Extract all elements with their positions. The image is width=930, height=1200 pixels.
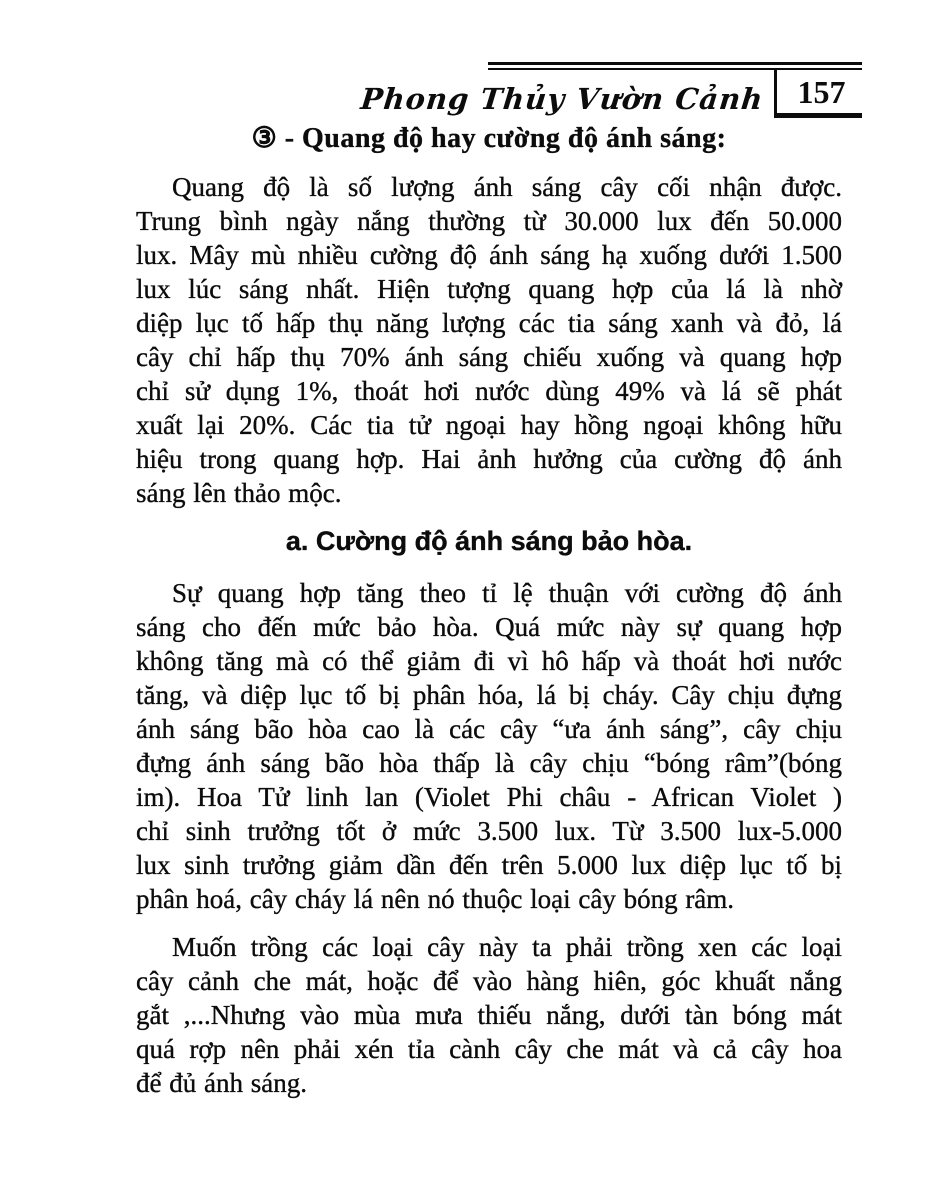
subsection-heading: a. Cường độ ánh sáng bảo hòa.: [285, 526, 693, 556]
text-line: quá rợp nên phải xén tỉa cành cây che mát và cả cây hoa: [136, 1034, 842, 1064]
paragraph-1: [136, 170, 842, 510]
text-line: lux. Mây mù nhiều cường độ ánh sáng hạ xuống dưới 1.500: [136, 240, 842, 270]
text-line: hiệu trong quang hợp. Hai ảnh hưởng của cường độ ánh: [136, 444, 842, 474]
text-line: im). Hoa Tử linh lan (Violet Phi châu - African Violet ): [136, 782, 842, 812]
page-number: 157: [774, 70, 862, 118]
text-line: đựng ánh sáng bão hòa thấp là cây chịu “bóng râm”(bóng: [136, 748, 842, 778]
text-line: lux sinh trưởng giảm dần đến trên 5.000 lux diệp lục tố bị: [136, 850, 842, 880]
text-line: chỉ sinh trưởng tốt ở mức 3.500 lux. Từ 3.500 lux-5.000: [136, 816, 842, 846]
text-line: xuất lại 20%. Các tia tử ngoại hay hồng ngoại không hữu: [136, 410, 842, 440]
section-heading: ③ - Quang độ hay cường độ ánh sáng:: [251, 123, 727, 154]
text-line: để đủ ánh sáng.: [136, 1068, 307, 1098]
text-line: chỉ sử dụng 1%, thoát hơi nước dùng 49% và lá sẽ phát: [136, 376, 842, 406]
text-line: phân hoá, cây cháy lá nên nó thuộc loại cây bóng râm.: [136, 884, 735, 914]
text-line: cây chỉ hấp thụ 70% ánh sáng chiếu xuống và quang hợp: [136, 342, 842, 372]
text-line: không tăng mà có thể giảm đi vì hô hấp và thoát hơi nước: [136, 646, 842, 676]
book-title: Phong Thủy Vườn Cảnh: [359, 82, 766, 116]
page-content: [136, 120, 842, 1100]
text-line: Muốn trồng các loại cây này ta phải trồng xen các loại: [172, 932, 842, 962]
text-line: Trung bình ngày nắng thường từ 30.000 lux đến 50.000: [136, 206, 842, 236]
double-rule-divider: [488, 62, 862, 70]
text-line: tăng, và diệp lục tố bị phân hóa, lá bị cháy. Cây chịu đựng: [136, 680, 842, 710]
text-line: Sự quang hợp tăng theo tỉ lệ thuận với cường độ ánh: [172, 578, 842, 608]
running-header: [359, 62, 862, 118]
text-line: Quang độ là số lượng ánh sáng cây cối nhận được.: [172, 172, 842, 202]
header-row: [359, 70, 862, 118]
text-line: gắt ,...Nhưng vào mùa mưa thiếu nắng, dưới tàn bóng mát: [136, 1000, 842, 1030]
text-line: lux lúc sáng nhất. Hiện tượng quang hợp của lá là nhờ: [136, 274, 842, 304]
text-line: sáng lên thảo mộc.: [136, 478, 342, 508]
paragraph-2: [136, 576, 842, 916]
text-line: diệp lục tố hấp thụ năng lượng các tia sáng xanh và đỏ, lá: [136, 308, 842, 338]
text-line: ánh sáng bão hòa cao là các cây “ưa ánh sáng”, cây chịu: [136, 714, 842, 744]
text-line: cây cảnh che mát, hoặc để vào hàng hiên, góc khuất nắng: [136, 966, 842, 996]
text-line: sáng cho đến mức bảo hòa. Quá mức này sự quang hợp: [136, 612, 842, 642]
paragraph-3: [136, 930, 842, 1100]
